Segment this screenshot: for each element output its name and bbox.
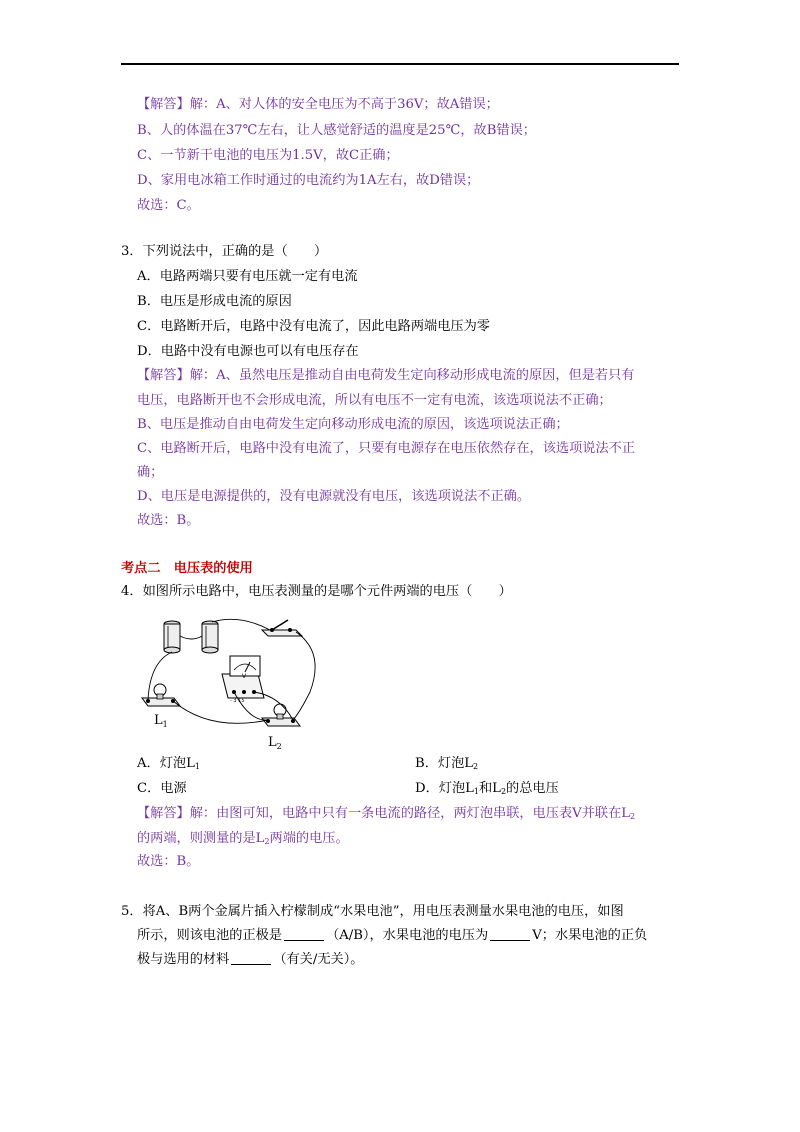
q4-option-c: C．电源	[137, 781, 187, 796]
header-rule	[121, 63, 679, 65]
q4-option-d: D．灯泡$L_1$和$L_2$的总电压	[415, 781, 559, 796]
q2-answer-line-3: C、一节新干电池的电压为1.5V，故C正确；	[137, 148, 399, 163]
label-l1: $L_1$	[154, 713, 168, 729]
blank-material-relation[interactable]	[231, 951, 271, 965]
q3-answer-line-7: 故选：B。	[137, 513, 200, 528]
q5-line-3: 极与选用的材料 （有关/无关）。	[137, 952, 364, 967]
lamp-l1-icon	[142, 684, 180, 706]
switch-icon	[262, 620, 302, 636]
voltmeter-terminals-label: - 3 15	[230, 698, 245, 704]
q4-answer-line-1: 【解答】解：由图可知，电路中只有一条电流的路径，两灯泡串联，电压表V并联在$L_2$	[137, 806, 636, 821]
q2-answer-line-2: B、人的体温在37℃左右，让人感觉舒适的温度是25℃，故B错误；	[137, 123, 536, 138]
q3-answer-line-3: B、电压是推动自由电荷发生定向移动形成电流的原因，该选项说法正确；	[137, 417, 569, 432]
battery-2-icon	[202, 621, 218, 653]
q4-option-b: B．灯泡$L_2$	[415, 756, 479, 771]
q4-option-a: A．灯泡$L_1$	[137, 756, 200, 771]
circuit-figure	[140, 612, 340, 750]
q3-stem: 3．下列说法中，正确的是（ ）	[121, 244, 328, 259]
q2-answer-line-4: D、家用电冰箱工作时通过的电流约为1A左右，故D错误；	[137, 173, 480, 188]
section-title: 考点二 电压表的使用	[121, 561, 253, 576]
q3-answer-line-2: 电压，电路断开也不会形成电流，所以有电压不一定有电流，该选项说法不正确；	[137, 393, 612, 408]
voltmeter-v-label: V	[242, 673, 247, 680]
q3-answer-line-5: 确；	[137, 465, 164, 480]
q3-option-c: C．电路断开后，电路中没有电流了，因此电路两端电压为零	[137, 319, 490, 334]
battery-1-icon	[164, 621, 180, 653]
voltmeter-icon	[222, 656, 264, 704]
q3-option-d: D．电路中没有电源也可以有电压存在	[137, 344, 359, 359]
q2-answer-line-1: 【解答】解：A、对人体的安全电压为不高于36V；故A错误；	[137, 97, 499, 112]
circuit-diagram	[140, 612, 340, 750]
q2-answer-line-5: 故选：C。	[137, 198, 200, 213]
blank-positive-pole[interactable]	[284, 927, 324, 941]
q3-answer-line-4: C、电路断开后，电路中没有电流了，只要有电源存在电压依然存在，该选项说法不正	[137, 441, 636, 456]
q3-answer-line-1: 【解答】解：A、虽然电压是推动自由电荷发生定向移动形成电流的原因，但是若只有	[137, 368, 635, 383]
q5-line-1: 5．将A、B两个金属片插入柠檬制成“水果电池”，用电压表测量水果电池的电压，如图	[121, 904, 624, 919]
label-l2: $L_2$	[268, 735, 282, 750]
q4-stem: 4．如图所示电路中，电压表测量的是哪个元件两端的电压（ ）	[121, 584, 512, 599]
q5-line-2: 所示，则该电池的正极是 （A/B），水果电池的电压为 V；水果电池的正负	[137, 928, 648, 943]
lamp-l2-icon	[262, 704, 300, 726]
blank-voltage[interactable]	[490, 927, 530, 941]
q4-answer-line-3: 故选：B。	[137, 854, 200, 869]
q3-answer-line-6: D、电压是电源提供的，没有电源就没有电压，该选项说法不正确。	[137, 489, 531, 504]
q3-option-a: A．电路两端只要有电压就一定有电流	[137, 269, 358, 284]
q3-option-b: B．电压是形成电流的原因	[137, 294, 292, 309]
q4-answer-line-2: 的两端，则测量的是$L_2$两端的电压。	[137, 831, 349, 846]
